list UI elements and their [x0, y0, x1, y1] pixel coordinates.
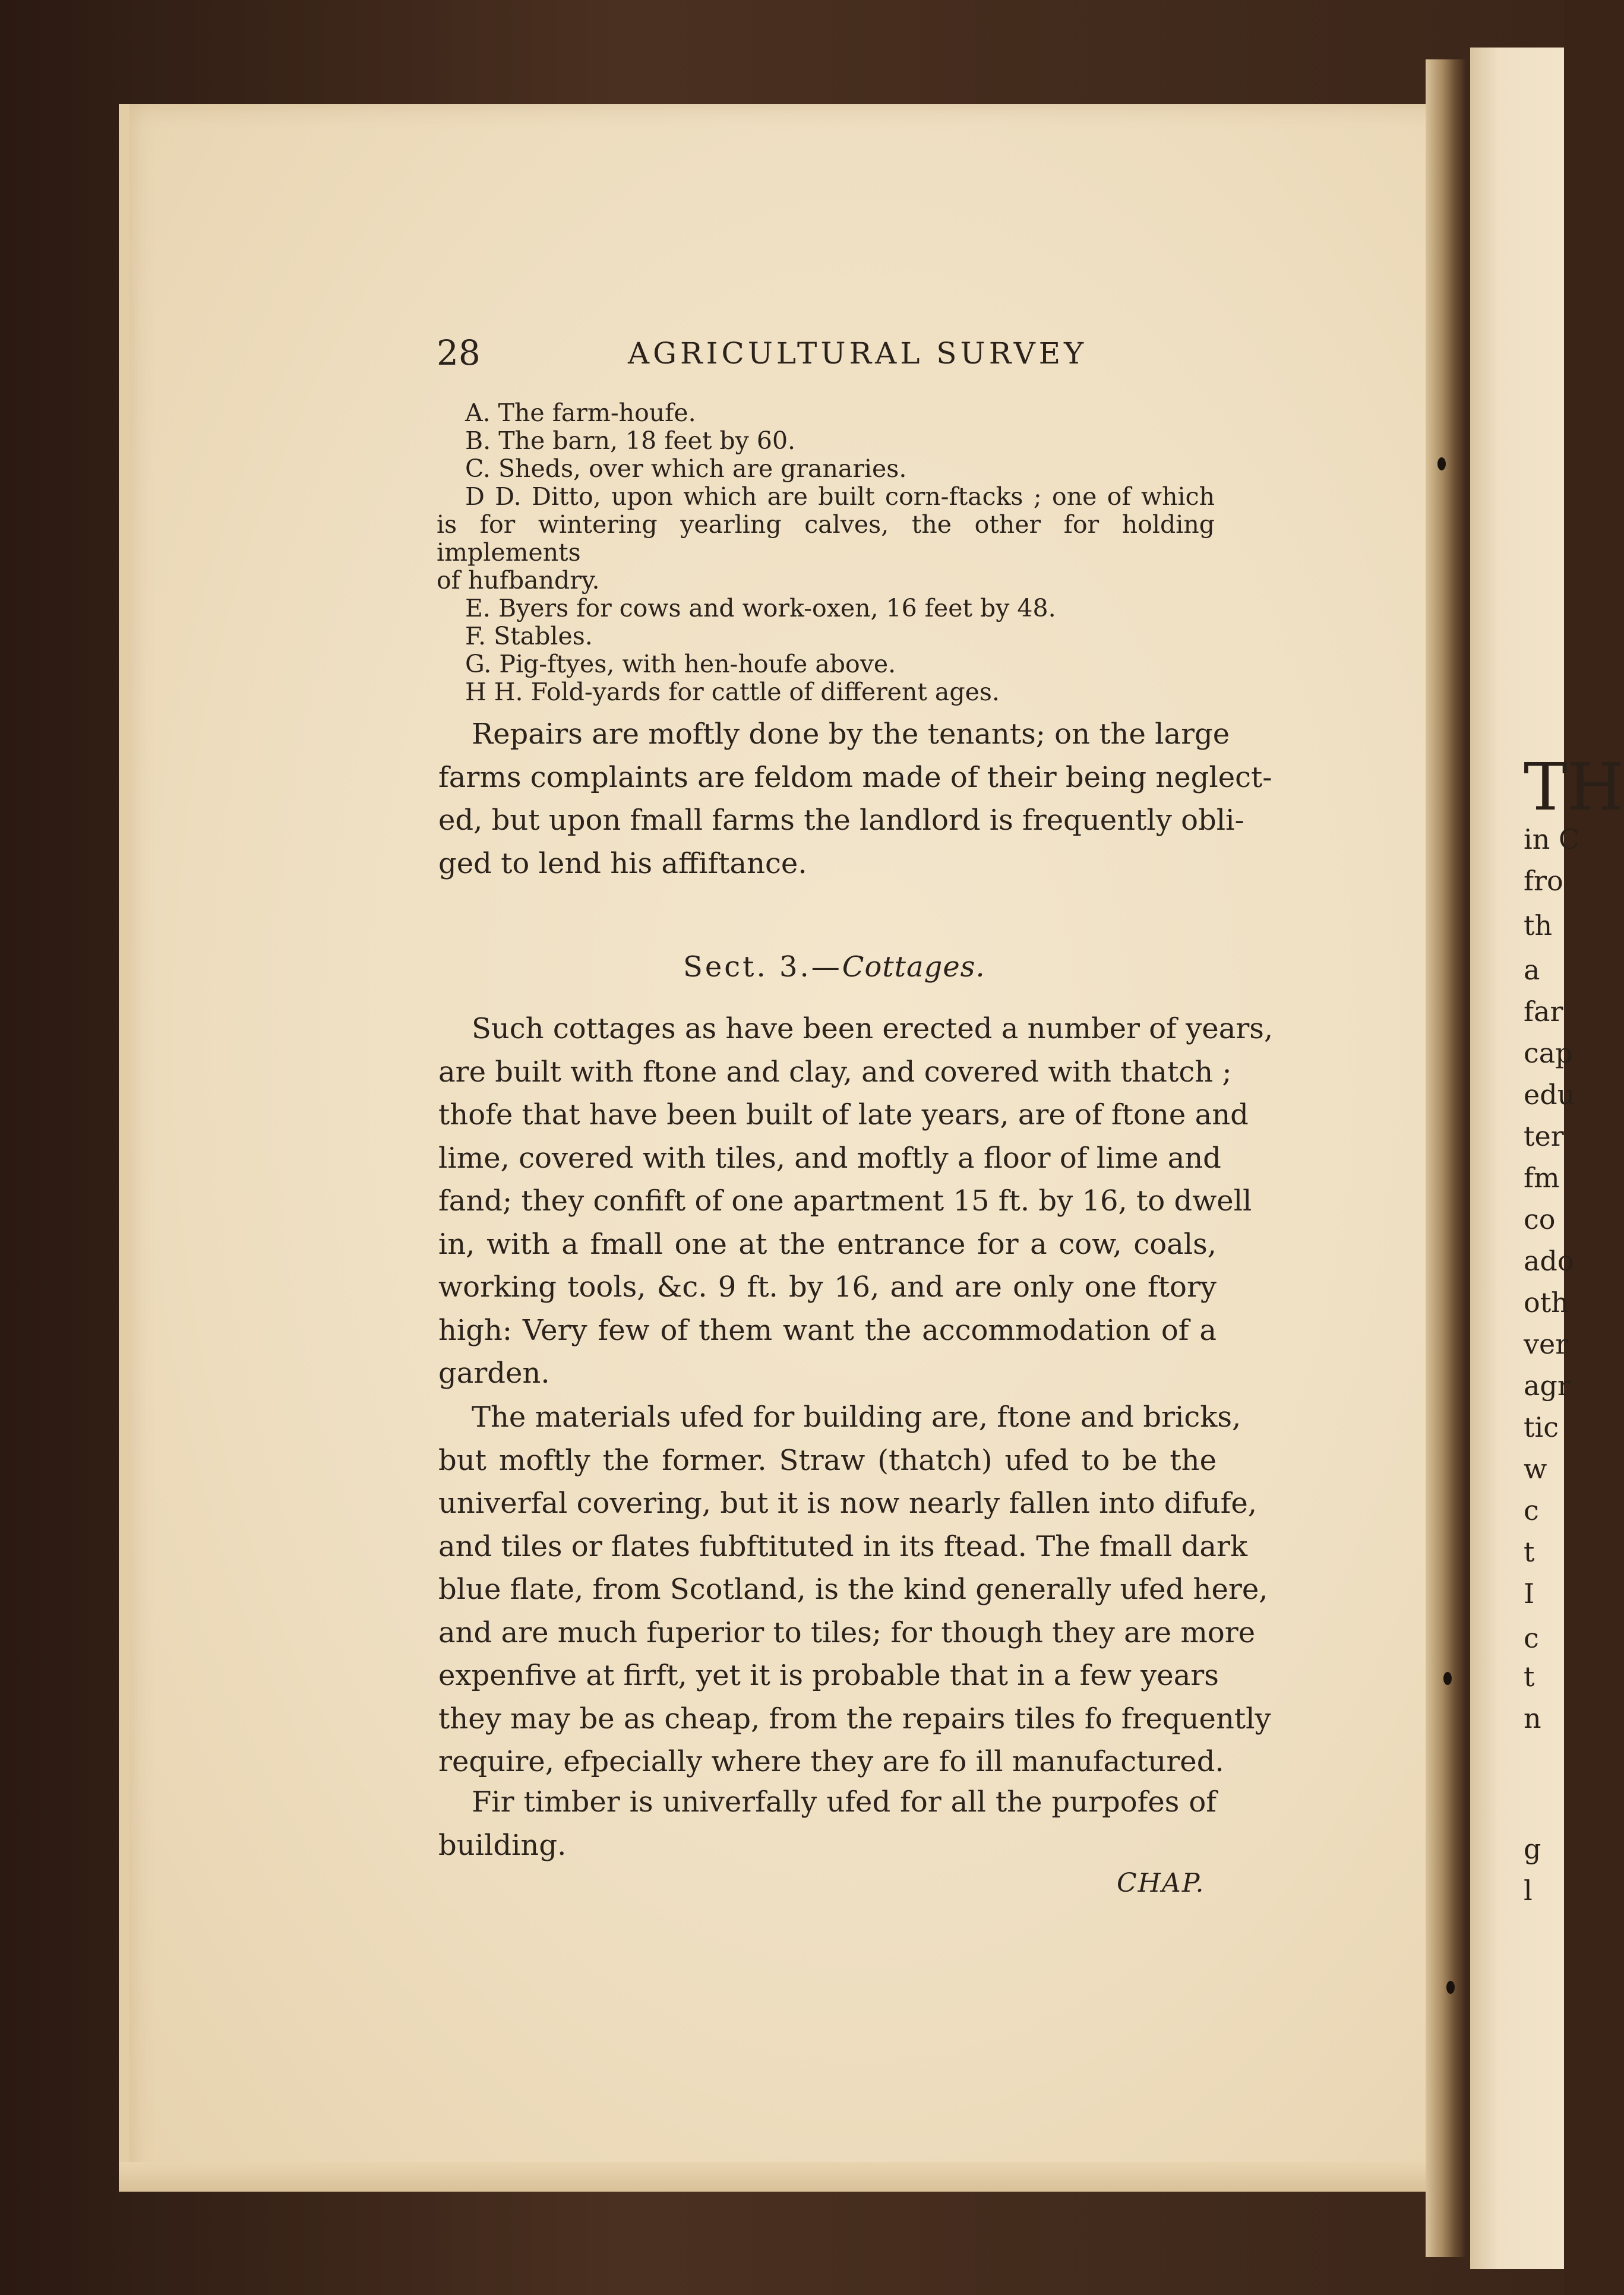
- text-line: in, with a fmall one at the entrance for a cow, coals,: [438, 1227, 1217, 1261]
- key-item: B. The barn, 18 feet by 60.: [465, 426, 796, 455]
- text-line: but moftly the former. Straw (thatch) ufed to be the: [438, 1443, 1217, 1477]
- next-page-fragment: n: [1524, 1702, 1541, 1734]
- text-line: garden.: [438, 1357, 550, 1390]
- text-line: are built with ftone and clay, and covered with thatch ;: [438, 1055, 1232, 1089]
- section-title: Cottages.: [842, 950, 985, 984]
- next-page-fragment: c: [1524, 1622, 1539, 1654]
- key-item: C. Sheds, over which are granaries.: [465, 454, 907, 483]
- key-item: H H. Fold-yards for cattle of different ages.: [465, 678, 1000, 706]
- key-item: F. Stables.: [465, 622, 593, 650]
- text-line: fand; they confift of one apartment 15 ft. by 16, to dwell: [438, 1184, 1252, 1218]
- key-item-continued: is for wintering yearling calves, the other for holding implements: [437, 510, 1215, 567]
- key-item: D D. Ditto, upon which are built corn-ftacks ; one of which: [465, 482, 1215, 511]
- next-page-fragment: co: [1524, 1203, 1556, 1235]
- next-page-fragment: t: [1524, 1661, 1535, 1693]
- next-page-fragment: cap: [1524, 1037, 1573, 1069]
- next-page-fragment: fro: [1524, 865, 1563, 897]
- text-line: high: Very few of them want the accommodation of a: [438, 1313, 1217, 1347]
- text-line: expenfive at firft, yet it is probable that in a few years: [438, 1659, 1219, 1692]
- plan-key-list: [437, 399, 1215, 706]
- catchword: CHAP.: [1117, 1868, 1205, 1898]
- binding-mark: [1437, 457, 1446, 470]
- text-line: ged to lend his affiftance.: [438, 846, 807, 880]
- section-dash: —: [811, 950, 842, 984]
- text-line: Fir timber is univerfally ufed for all the purpofes of: [472, 1785, 1217, 1819]
- page-edge: [119, 2162, 1449, 2192]
- next-page-fragment: fm: [1524, 1162, 1560, 1194]
- key-item: A. The farm-houfe.: [465, 399, 696, 427]
- section-label: Sect. 3.: [683, 950, 811, 984]
- binding-mark: [1446, 1981, 1455, 1994]
- cottages-paragraph: [438, 1007, 1274, 1395]
- materials-paragraph: [438, 1396, 1271, 1784]
- text-line: and tiles or flates fubftituted in its ftead. The fmall dark: [438, 1529, 1248, 1563]
- next-page-fragment: agr: [1524, 1370, 1571, 1402]
- next-page-fragment: g: [1524, 1833, 1541, 1865]
- next-page-fragment: oth: [1524, 1286, 1569, 1319]
- text-line: building.: [438, 1828, 567, 1862]
- repairs-paragraph: [438, 713, 1272, 885]
- page-header: [437, 333, 1227, 374]
- binding-mark: [1443, 1672, 1452, 1685]
- next-page-fragment: c: [1524, 1494, 1539, 1526]
- next-page-fragment: t: [1524, 1536, 1535, 1568]
- next-page-fragment: edu: [1524, 1079, 1575, 1111]
- next-page-fragment: I: [1524, 1578, 1535, 1610]
- text-line: thofe that have been built of late years, are of ftone and: [438, 1098, 1249, 1131]
- text-line: ed, but upon fmall farms the landlord is frequently obli-: [438, 804, 1244, 837]
- next-page-fragment: l: [1524, 1874, 1533, 1907]
- running-head: AGRICULTURAL SURVEY: [628, 336, 1088, 371]
- next-page-fragment: TH: [1524, 749, 1624, 825]
- text-line: farms complaints are feldom made of their being neglect-: [438, 760, 1272, 794]
- text-line: The materials ufed for building are, ftone and bricks,: [472, 1401, 1241, 1434]
- next-page-fragment: tic: [1524, 1411, 1559, 1443]
- next-page-fragment: ado: [1524, 1245, 1574, 1277]
- key-item: G. Pig-ftyes, with hen-houfe above.: [465, 650, 896, 678]
- next-page-fragment: ter: [1524, 1120, 1564, 1152]
- next-page-fragment: th: [1524, 909, 1553, 941]
- next-page-fragment: ver: [1524, 1328, 1569, 1360]
- next-page-fragment: in C: [1524, 823, 1580, 855]
- next-page-fragment: w: [1524, 1453, 1547, 1485]
- text-line: and are much fuperior to tiles; for though they are more: [438, 1616, 1256, 1649]
- text-line: require, efpecially where they are fo ill manufactured.: [438, 1745, 1224, 1778]
- key-item-continued: of hufbandry.: [437, 566, 600, 595]
- timber-paragraph: [438, 1781, 1217, 1867]
- page-number: 28: [437, 333, 481, 373]
- text-line: univerfal covering, but it is now nearly fallen into difufe,: [438, 1487, 1258, 1520]
- text-line: Repairs are moftly done by the tenants; on the large: [472, 717, 1230, 751]
- next-page-fragment: far: [1524, 995, 1563, 1028]
- text-line: Such cottages as have been erected a number of years,: [472, 1012, 1274, 1045]
- book-gutter: [1426, 59, 1467, 2257]
- text-line: blue flate, from Scotland, is the kind generally ufed here,: [438, 1573, 1268, 1606]
- text-line: working tools, &c. 9 ft. by 16, and are only one ftory: [438, 1270, 1217, 1304]
- text-line: they may be as cheap, from the repairs tiles fo frequently: [438, 1702, 1271, 1736]
- key-item: E. Byers for cows and work-oxen, 16 feet by 48.: [465, 594, 1056, 622]
- text-line: lime, covered with tiles, and moftly a floor of lime and: [438, 1141, 1221, 1175]
- next-page-fragment: a: [1524, 954, 1540, 986]
- section-heading: [683, 950, 1040, 984]
